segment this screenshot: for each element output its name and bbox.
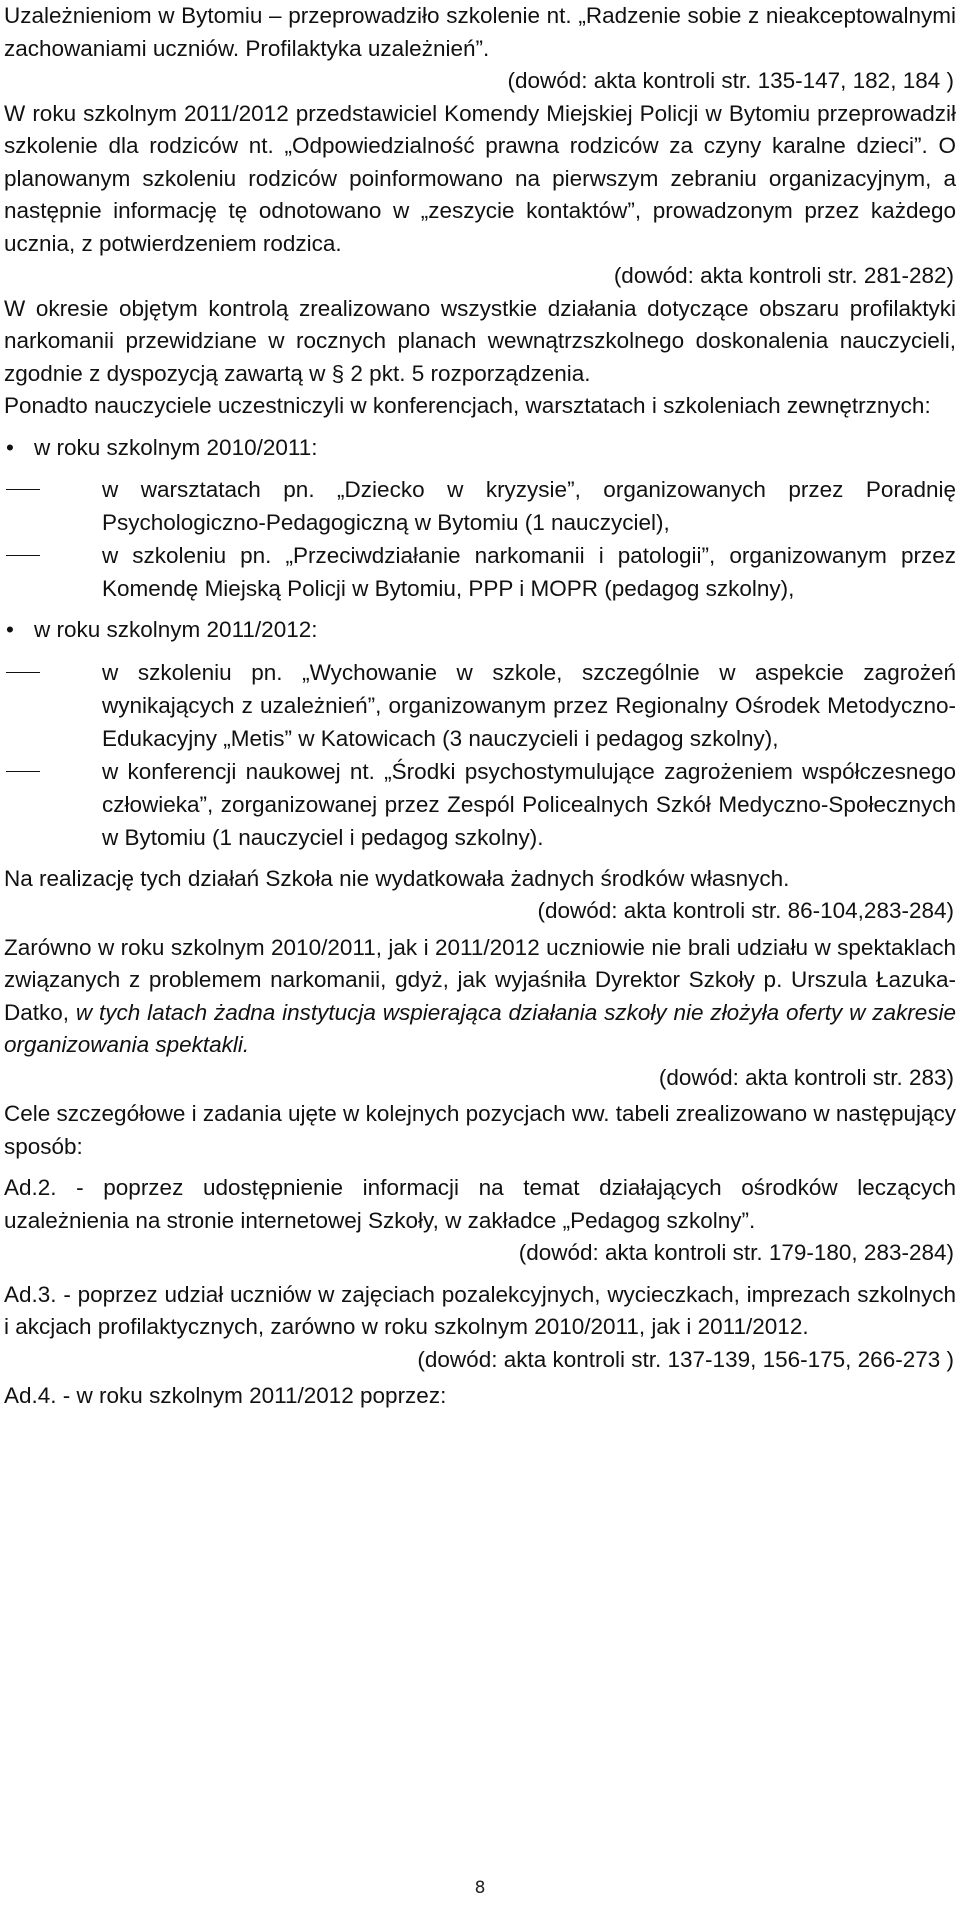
goals-paragraph: Cele szczegółowe i zadania ujęte w kolejnych pozycjach ww. tabeli zrealizowano w następujący sposób:: [4, 1101, 956, 1159]
ad2-paragraph: Ad.2. - poprzez udostępnienie informacji na temat działających ośrodków leczących uzależnienia na stronie internetowej Szkoły, w zakładce „Pedagog szkolny”.: [4, 1175, 956, 1233]
evidence-reference: (dowód: akta kontroli str. 137-139, 156-175, 266-273 ): [417, 1346, 954, 1372]
external-training-intro: Ponadto nauczyciele uczestniczyli w konferencjach, warsztatach i szkoleniach zewnętrznych:: [4, 393, 931, 418]
ad3-paragraph: Ad.3. - poprzez udział uczniów w zajęciach pozalekcyjnych, wycieczkach, imprezach szkolnych i akcjach profilaktycznych, zarówno w roku szkolnym 2010/2011, jak i 2011/2012.: [4, 1281, 956, 1339]
evidence-reference: (dowód: akta kontroli str. 281-282): [613, 263, 954, 288]
bullet-icon: •: [6, 434, 14, 460]
training-list-item: w konferencji naukowej nt. „Środki psychostymulujące zagrożeniem współczesnego człowieka”, zorganizowanej przez Zespól Policealnych Szkół Medyczno-Społecznych w Bytomiu (1 nauczyciel i pedagog szkolny).: [4, 755, 956, 854]
bullet-icon: •: [6, 617, 14, 642]
evidence-reference: (dowód: akta kontroli str. 283): [658, 1064, 954, 1090]
police-training-paragraph: W roku szkolnym 2011/2012 przedstawiciel Komendy Miejskiej Policji w Bytomiu przeprowadził szkolenie dla rodziców nt. „Odpowiedzialność prawna rodziców za czyny karalne dzieci”. O planowanym szkoleniu rodziców poinformowano na pierwszym zebraniu organizacyjnym, a następnie informację tę odnotowano w „zeszycie kontaktów”, prowadzonym przez każdego ucznia, z potwierdzeniem rodzica.: [4, 100, 956, 256]
year-label: w roku szkolnym 2011/2012:: [34, 617, 318, 642]
training-list-item: w warsztatach pn. „Dziecko w kryzysie”, organizowanych przez Poradnię Psychologiczno-Pedagogiczną w Bytomiu (1 nauczyciel),: [4, 473, 956, 539]
training-list-item: w szkoleniu pn. „Wychowanie w szkole, szczególnie w aspekcie zagrożeń wynikających z uzależnień”, organizowanym przez Regionalny Ośrodek Metodyczno-Edukacyjny „Metis” w Katowicach (3 nauczycieli i pedagog szkolny),: [4, 656, 956, 755]
ad4-label: Ad.4.: [4, 1383, 57, 1408]
year-label: w roku szkolnym 2010/2011:: [34, 434, 318, 460]
evidence-reference: (dowód: akta kontroli str. 86-104,283-284): [537, 898, 954, 923]
dash-icon: [6, 555, 40, 556]
ad2-label: Ad.2.: [4, 1175, 57, 1200]
ad3-label: Ad.3.: [4, 1281, 57, 1307]
funds-paragraph: Na realizację tych działań Szkoła nie wydatkowała żadnych środków własnych.: [4, 865, 790, 891]
year-bullet: [4, 432, 956, 465]
ad4-paragraph: Ad.4. - w roku szkolnym 2011/2012 poprzez:: [4, 1383, 447, 1408]
director-quote: w tych latach żadna instytucja wspierająca działania szkoły nie złożyła oferty w zakresie organizowania spektakli.: [4, 999, 956, 1057]
evidence-reference: (dowód: akta kontroli str. 179-180, 283-284): [518, 1240, 954, 1265]
dash-icon: [6, 672, 40, 673]
intro-paragraph: Uzależnieniom w Bytomiu – przeprowadziło szkolenie nt. „Radzenie sobie z nieakceptowalnymi zachowaniami uczniów. Profilaktyka uzależnień”.: [4, 3, 956, 61]
spectacles-paragraph: Zarówno w roku szkolnym 2010/2011, jak i 2011/2012 uczniowie nie brali udziału w spektaklach związanych z problemem narkomanii, gdyż, jak wyjaśniła Dyrektor Szkoły p. Urszula Łazuka-Datko, w tych latach żadna instytucja wspierająca działania szkoły nie złożyła oferty w zakresie organizowania spektakli.: [4, 934, 956, 1057]
control-period-paragraph: W okresie objętym kontrolą zrealizowano wszystkie działania dotyczące obszaru profilaktyki narkomanii przewidziane w rocznych planach wewnątrzszkolnego doskonalenia nauczycieli, zgodnie z dyspozycją zawartą w § 2 pkt. 5 rozporządzenia.: [4, 295, 956, 386]
dash-icon: [6, 489, 40, 490]
training-list-item: w szkoleniu pn. „Przeciwdziałanie narkomanii i patologii”, organizowanym przez Komendę Miejską Policji w Bytomiu, PPP i MOPR (pedagog szkolny),: [4, 539, 956, 605]
dash-icon: [6, 771, 40, 772]
year-bullet: [4, 614, 956, 647]
page-number: 8: [474, 1878, 486, 1898]
evidence-reference: (dowód: akta kontroli str. 135-147, 182, 184 ): [507, 68, 954, 93]
